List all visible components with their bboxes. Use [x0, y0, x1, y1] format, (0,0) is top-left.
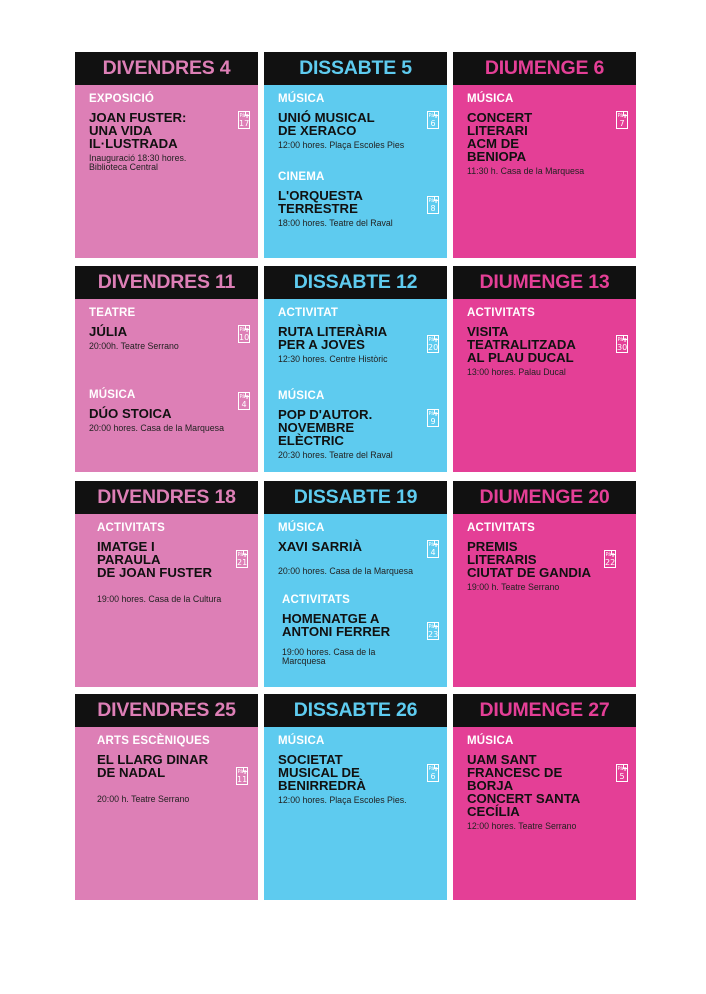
day-header: DISSABTE 26	[264, 694, 447, 727]
page-ref-icon: Pàg 22	[605, 552, 616, 567]
day-card-divendres-18	[75, 481, 258, 687]
event-title: POP D'AUTOR. NOVEMBRE ELÈCTRIC	[278, 407, 373, 448]
day-body	[453, 727, 636, 900]
event-info: 19:00 h. Teatre Serrano	[467, 582, 560, 592]
page-ref-icon: Pàg 6	[428, 113, 438, 128]
event-category: MÚSICA	[278, 93, 325, 105]
event-item	[467, 735, 608, 831]
event-item	[282, 594, 419, 666]
day-body	[264, 299, 447, 472]
event-category: MÚSICA	[278, 522, 325, 534]
page-ref-icon: Pàg 8	[428, 198, 438, 213]
page-ref-icon: Pàg 7	[617, 113, 627, 128]
page-ref-icon: Pàg 10	[239, 327, 250, 342]
event-title: HOMENATGE A ANTONI FERRER	[282, 611, 391, 639]
day-body	[264, 727, 447, 900]
event-title: RUTA LITERÀRIA PER A JOVES	[278, 324, 388, 352]
day-card-diumenge-6	[453, 52, 636, 258]
day-header: DIUMENGE 27	[453, 694, 636, 727]
event-info: Inauguració 18:30 hores. Biblioteca Central	[89, 153, 187, 172]
day-body	[75, 85, 258, 258]
event-title: SOCIETAT MUSICAL DE BENIRREDRÀ	[278, 752, 366, 793]
day-body	[453, 514, 636, 687]
page-ref-icon: Pàg 23	[428, 624, 439, 639]
event-item	[278, 522, 419, 576]
event-info: 12:00 hores. Plaça Escoles Pies	[278, 140, 405, 150]
event-category: CINEMA	[278, 171, 325, 183]
event-item	[467, 307, 608, 377]
event-info: 12:30 hores. Centre Històric	[278, 354, 388, 364]
event-info: 18:00 hores. Teatre del Raval	[278, 218, 393, 228]
event-info: 20:00 hores. Casa de la Marquesa	[89, 423, 224, 433]
event-item	[89, 93, 230, 172]
event-category: ACTIVITATS	[97, 522, 166, 534]
event-info: 20:00 h. Teatre Serrano	[97, 794, 190, 804]
event-info: 19:00 hores. Casa de la Marcquesa	[282, 647, 376, 666]
day-card-dissabte-19	[264, 481, 447, 687]
event-title: VISITA TEATRALITZADA AL PLAU DUCAL	[467, 324, 576, 365]
event-category: MÚSICA	[278, 735, 325, 747]
day-header: DIVENDRES 4	[75, 52, 258, 85]
event-category: ACTIVITATS	[282, 594, 351, 606]
event-title: UAM SANT FRANCESC DE BORJA CONCERT SANTA CECÍLIA	[467, 752, 581, 819]
event-title: DÚO STOICA	[89, 406, 172, 421]
event-category: TEATRE	[89, 307, 136, 319]
event-info: 20:30 hores. Teatre del Raval	[278, 450, 393, 460]
day-card-divendres-25	[75, 694, 258, 900]
day-card-dissabte-12	[264, 266, 447, 472]
event-item	[278, 390, 419, 460]
day-card-dissabte-26	[264, 694, 447, 900]
event-title: CONCERT LITERARI ACM DE BENIOPA	[467, 110, 533, 164]
event-item	[97, 735, 230, 804]
event-title: JÚLIA	[89, 324, 128, 339]
event-item	[278, 735, 419, 805]
event-category: EXPOSICIÓ	[89, 93, 155, 105]
event-item	[278, 171, 419, 228]
day-header: DISSABTE 12	[264, 266, 447, 299]
event-item	[278, 93, 419, 150]
day-body	[75, 299, 258, 472]
event-item	[97, 522, 230, 604]
day-header: DIUMENGE 20	[453, 481, 636, 514]
event-info: 11:30 h. Casa de la Marquesa	[467, 166, 585, 176]
event-category: ARTS ESCÈNIQUES	[97, 735, 210, 747]
page-ref-icon: Pàg 5	[617, 766, 627, 781]
event-category: MÚSICA	[467, 735, 514, 747]
event-item	[278, 307, 419, 364]
event-title: EL LLARG DINAR DE NADAL	[97, 752, 209, 780]
day-card-diumenge-20	[453, 481, 636, 687]
page-ref-icon: Pàg 9	[428, 411, 438, 426]
day-body	[264, 85, 447, 258]
calendar-grid	[75, 52, 637, 872]
day-card-diumenge-13	[453, 266, 636, 472]
day-body	[75, 514, 258, 687]
day-header: DIUMENGE 6	[453, 52, 636, 85]
day-body	[453, 85, 636, 258]
day-header: DIVENDRES 11	[75, 266, 258, 299]
day-card-diumenge-27	[453, 694, 636, 900]
event-item	[89, 307, 230, 351]
day-card-divendres-11	[75, 266, 258, 472]
event-info: 13:00 hores. Palau Ducal	[467, 367, 566, 377]
day-body	[453, 299, 636, 472]
event-category: ACTIVITATS	[467, 307, 536, 319]
event-item	[89, 389, 230, 433]
day-body	[264, 514, 447, 687]
event-info: 12:00 hores. Teatre Serrano	[467, 821, 577, 831]
day-header: DISSABTE 5	[264, 52, 447, 85]
event-category: MÚSICA	[467, 93, 514, 105]
page-ref-icon: Pàg 21	[237, 552, 248, 567]
event-title: IMATGE I PARAULA DE JOAN FUSTER	[97, 539, 213, 580]
page-ref-icon: Pàg 4	[428, 542, 438, 557]
day-header: DIUMENGE 13	[453, 266, 636, 299]
page-ref-icon: Pàg 6	[428, 766, 438, 781]
event-title: PREMIS LITERARIS CIUTAT DE GANDIA	[467, 539, 592, 580]
event-item	[467, 93, 608, 176]
event-info: 20:00 hores. Casa de la Marquesa	[278, 566, 413, 576]
event-info: 20:00h. Teatre Serrano	[89, 341, 179, 351]
page-ref-icon: Pàg 11	[237, 769, 248, 784]
day-header: DISSABTE 19	[264, 481, 447, 514]
event-info: 19:00 hores. Casa de la Cultura	[97, 594, 222, 604]
day-header: DIVENDRES 25	[75, 694, 258, 727]
event-category: ACTIVITAT	[278, 307, 339, 319]
event-info: 12:00 hores. Plaça Escoles Pies.	[278, 795, 407, 805]
event-category: MÚSICA	[89, 389, 136, 401]
day-body	[75, 727, 258, 900]
day-header: DIVENDRES 18	[75, 481, 258, 514]
event-title: JOAN FUSTER: UNA VIDA IL·LUSTRADA	[89, 110, 187, 151]
page-ref-icon: Pàg 30	[617, 337, 628, 352]
event-title: L'ORQUESTA TERRESTRE	[278, 188, 363, 216]
event-item	[467, 522, 626, 592]
event-title: UNIÓ MUSICAL DE XERACO	[278, 110, 375, 138]
day-card-dissabte-5	[264, 52, 447, 258]
event-category: MÚSICA	[278, 390, 325, 402]
day-card-divendres-4	[75, 52, 258, 258]
page-ref-icon: Pàg 4	[239, 394, 249, 409]
event-category: ACTIVITATS	[467, 522, 536, 534]
event-title: XAVI SARRIÀ	[278, 539, 363, 554]
page-ref-icon: Pàg 17	[239, 113, 250, 128]
page-ref-icon: Pàg 20	[428, 337, 439, 352]
